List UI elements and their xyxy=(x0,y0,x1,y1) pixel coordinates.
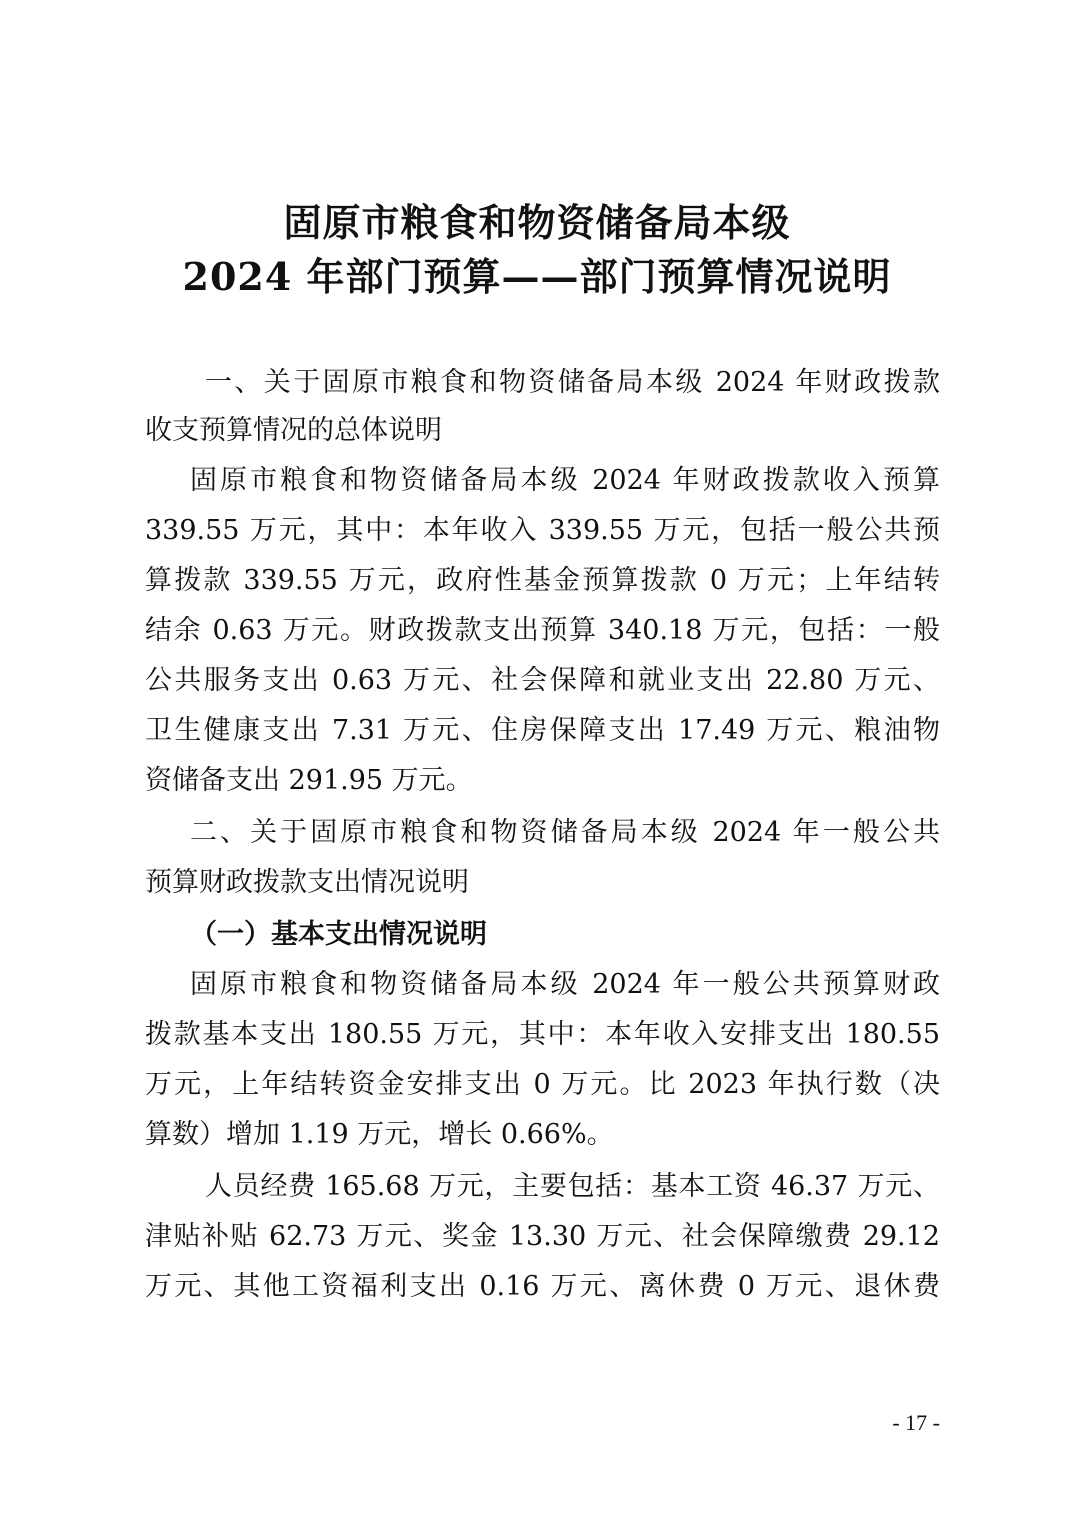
section2-para1-line: 算数）增加 1.19 万元，增长 0.66%。 xyxy=(145,1119,614,1150)
section1-para-line: 339.55 万元，其中：本年收入 339.55 万元，包括一般公共预 xyxy=(145,515,940,546)
section2-heading-line-2: 预算财政拨款支出情况说明 xyxy=(145,867,469,898)
section1-heading-line-1: 一、关于固原市粮食和物资储备局本级 2024 年财政拨款 xyxy=(205,367,940,398)
section1-heading-line-2: 收支预算情况的总体说明 xyxy=(145,415,442,446)
title-line-1: 固原市粮食和物资储备局本级 xyxy=(283,200,791,245)
page-number: - 17 - xyxy=(892,1410,940,1435)
section1-para-line: 公共服务支出 0.63 万元、社会保障和就业支出 22.80 万元、 xyxy=(145,665,940,696)
section1-para-line: 固原市粮食和物资储备局本级 2024 年财政拨款收入预算 xyxy=(190,465,940,496)
section2-para1-line: 万元，上年结转资金安排支出 0 万元。比 2023 年执行数（决 xyxy=(145,1069,940,1100)
section1-para-line: 资储备支出 291.95 万元。 xyxy=(145,765,473,796)
section2-para1-line: 拨款基本支出 180.55 万元，其中：本年收入安排支出 180.55 xyxy=(145,1019,940,1050)
subheading-basic-expenditure: （一）基本支出情况说明 xyxy=(190,919,487,950)
section1-para-line: 算拨款 339.55 万元，政府性基金预算拨款 0 万元；上年结转 xyxy=(145,565,940,596)
section2-para2-line: 津贴补贴 62.73 万元、奖金 13.30 万元、社会保障缴费 29.12 xyxy=(145,1221,940,1252)
section2-heading-line-1: 二、关于固原市粮食和物资储备局本级 2024 年一般公共 xyxy=(190,817,940,848)
section2-para1-line: 固原市粮食和物资储备局本级 2024 年一般公共预算财政 xyxy=(190,969,940,1000)
section1-para-line: 卫生健康支出 7.31 万元、住房保障支出 17.49 万元、粮油物 xyxy=(145,715,940,746)
title-line-2: 2024 年部门预算——部门预算情况说明 xyxy=(182,254,892,299)
section1-para-line: 结余 0.63 万元。财政拨款支出预算 340.18 万元，包括：一般 xyxy=(145,615,940,646)
section2-para2-line: 人员经费 165.68 万元，主要包括：基本工资 46.37 万元、 xyxy=(205,1171,940,1202)
section2-para2-line: 万元、其他工资福利支出 0.16 万元、离休费 0 万元、退休费 xyxy=(145,1271,940,1302)
